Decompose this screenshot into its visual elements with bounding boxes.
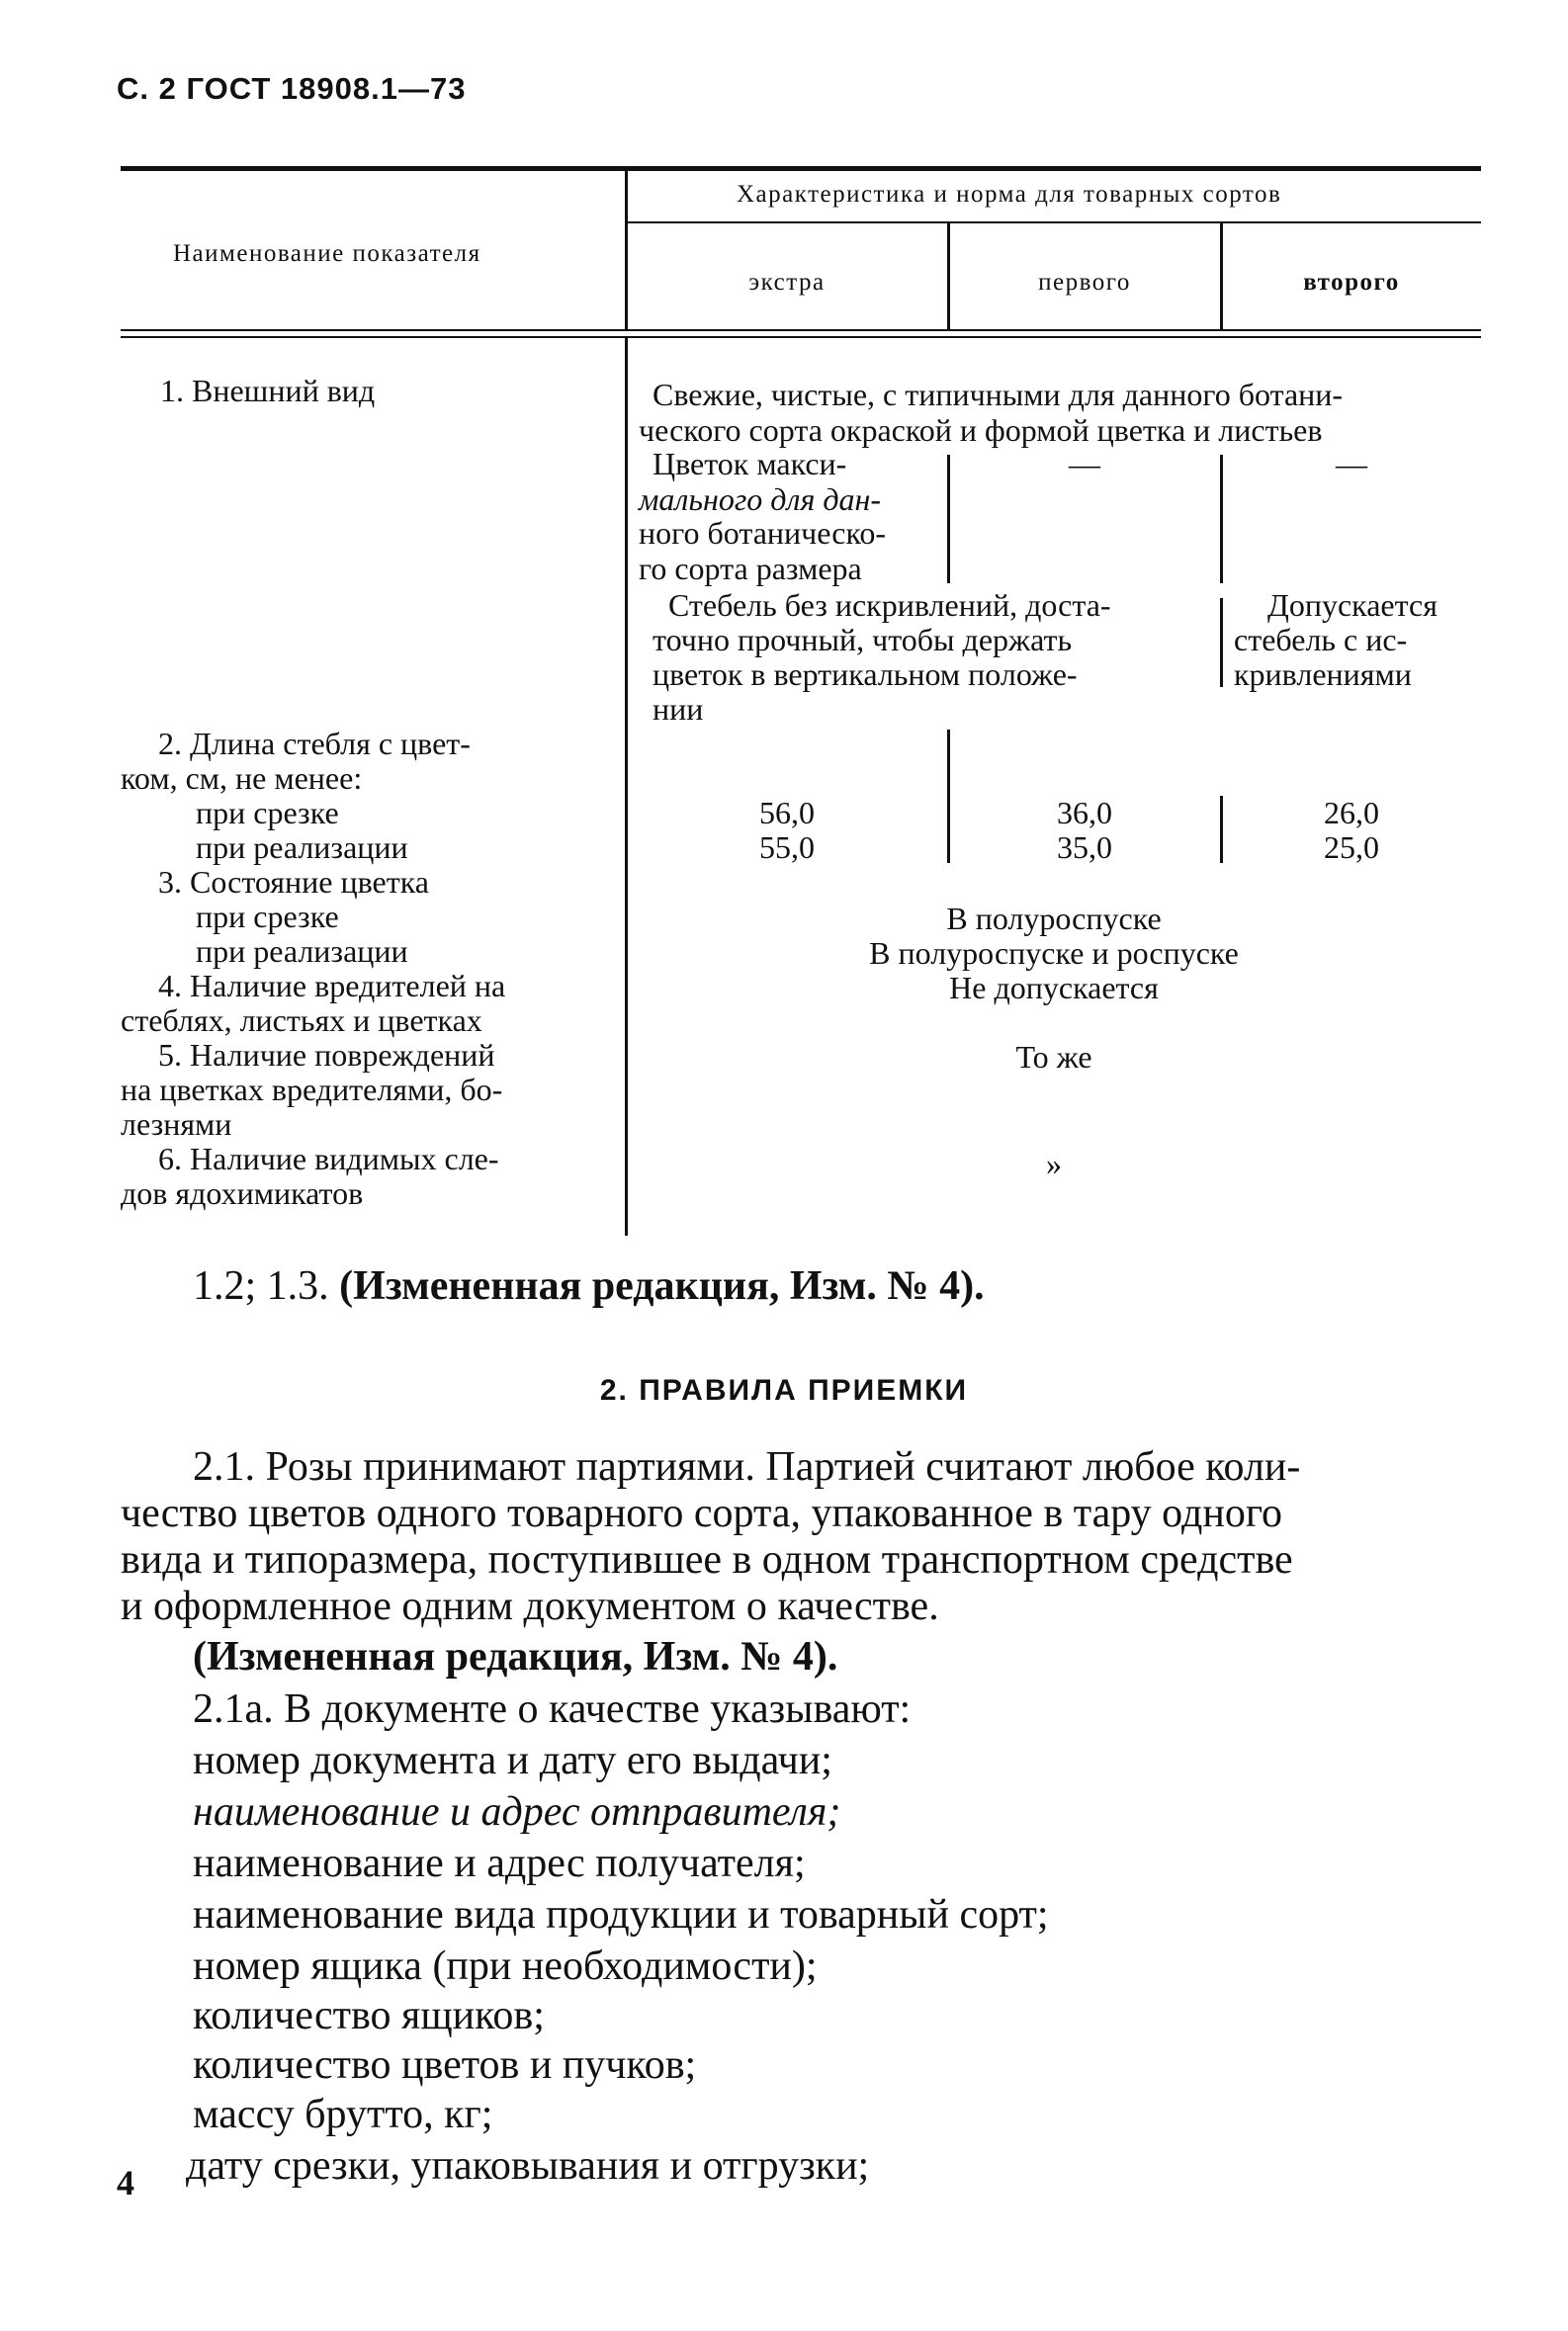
header-bottom-rule-2 [121, 336, 1481, 338]
row2-cut-first: 36,0 [1057, 795, 1112, 830]
row2-cut-second: 26,0 [1324, 795, 1379, 830]
row1-stem-second-2: стебель с ис- [1234, 622, 1408, 657]
grade-header-first: первого [1038, 269, 1131, 296]
row1-name: 1. Внешний вид [160, 373, 376, 408]
row1-common-line2: ческого сорта окраской и формой цветка и листьев [639, 412, 1323, 448]
row1-stem-4: нии [653, 691, 704, 727]
group-header: Характеристика и норма для товарных сортов [737, 181, 1282, 208]
row4-name-1: 4. Наличие вредителей на [158, 968, 506, 1003]
row2-cut-extra: 56,0 [759, 795, 815, 830]
p21a-item: наименование и адрес отправителя; [193, 1789, 841, 1835]
running-title: С. 2 ГОСТ 18908.1—73 [117, 71, 467, 106]
row2-sale-first: 35,0 [1057, 829, 1112, 865]
row1-stem-second-1: Допускается [1267, 587, 1437, 623]
row6-name-2: дов ядохимикатов [121, 1175, 364, 1211]
p21-line-4: и оформленное одним документом о качестве. [121, 1584, 939, 1629]
amendment-note-2: (Измененная редакция, Изм. № 4). [193, 1634, 838, 1680]
row1-flower-extra-1: Цветок макси- [653, 446, 847, 481]
row5-name-3: лезнями [121, 1106, 232, 1142]
row1-dash-second: — [1336, 446, 1367, 481]
row5-value: То же [1015, 1039, 1092, 1075]
amendment-note-1-text: (Измененная редакция, Изм. № 4). [339, 1263, 985, 1309]
section-title: 2. ПРАВИЛА ПРИЕМКИ [599, 1374, 969, 1407]
row6-name-1: 6. Наличие видимых сле- [158, 1141, 499, 1176]
p21a-item: количество ящиков; [193, 1993, 545, 2038]
table-top-rule [121, 166, 1481, 171]
row2-sale-label: при реализации [196, 829, 408, 865]
row5-name-1: 5. Наличие повреждений [158, 1037, 495, 1073]
row3-cut-label: при срезке [196, 899, 339, 934]
p21a-intro: 2.1а. В документе о качестве указывают: [193, 1686, 912, 1732]
page-number: 4 [117, 2163, 134, 2202]
p21-line-3: вида и типоразмера, поступившее в одном транспортном средстве [121, 1537, 1293, 1583]
row2-sale-second: 25,0 [1324, 829, 1379, 865]
row1-flower-extra-3: ного ботаническо- [639, 515, 887, 551]
row1-flower-extra-2: мального для дан- [639, 481, 882, 517]
p21a-item: наименование и адрес получателя; [193, 1841, 806, 1886]
row2-sale-extra: 55,0 [759, 829, 815, 865]
row1-stem-divider [1220, 598, 1223, 687]
col-name-header: Наименование показателя [173, 240, 481, 267]
amendment-note-1-prefix: 1.2; 1.3. [193, 1263, 340, 1309]
row2-name-2: ком, см, не менее: [121, 760, 363, 796]
header-bottom-rule-1 [121, 329, 1481, 331]
row3-sale-label: при реализации [196, 933, 408, 969]
amendment-note-1 [193, 1260, 985, 1312]
row5-name-2: на цветках вредителями, бо- [121, 1072, 503, 1107]
row1-stem-1: Стебель без искривлений, доста- [668, 587, 1111, 623]
row4-value: Не допускается [949, 970, 1159, 1005]
p21a-item: дату срезки, упаковывания и отгрузки; [186, 2143, 870, 2189]
row3-cut-value: В полуроспуске [946, 901, 1162, 936]
row4-name-2: стеблях, листьях и цветках [121, 1002, 482, 1038]
col-divider-main-body [625, 338, 628, 1236]
p21a-item: количество цветов и пучков; [193, 2042, 697, 2088]
grade-header-second: второго [1303, 269, 1400, 296]
row6-value: » [1046, 1146, 1062, 1181]
grade-header-extra: экстра [748, 269, 826, 296]
row1-stem-second-3: кривлениями [1234, 656, 1412, 692]
row1-dash-first: — [1069, 446, 1100, 481]
p21a-item: номер документа и дату его выдачи; [193, 1738, 832, 1783]
p21a-item: номер ящика (при необходимости); [193, 1943, 818, 1989]
row2-cut-label: при срезке [196, 795, 339, 830]
row3-name: 3. Состояние цветка [158, 864, 429, 900]
row1-stem-3: цветок в вертикальном положе- [653, 656, 1078, 692]
row1-stem-2: точно прочный, чтобы держать [653, 622, 1073, 657]
group-header-rule [626, 221, 1481, 223]
p21-line-2: чество цветов одного товарного сорта, упакованное в тару одного [121, 1491, 1282, 1536]
p21a-item: наименование вида продукции и товарный сорт; [193, 1892, 1049, 1938]
row1-common-line1: Свежие, чистые, с типичными для данного ботани- [653, 377, 1344, 412]
row1-flower-extra-4: го сорта размера [639, 551, 862, 586]
col-divider-main-header [625, 170, 628, 330]
p21a-item: массу брутто, кг; [193, 2092, 493, 2137]
row2-name-1: 2. Длина стебля с цвет- [158, 726, 471, 761]
row3-sale-value: В полуроспуске и роспуске [869, 935, 1239, 971]
p21-line-1: 2.1. Розы принимают партиями. Партией считают любое коли- [193, 1444, 1301, 1490]
